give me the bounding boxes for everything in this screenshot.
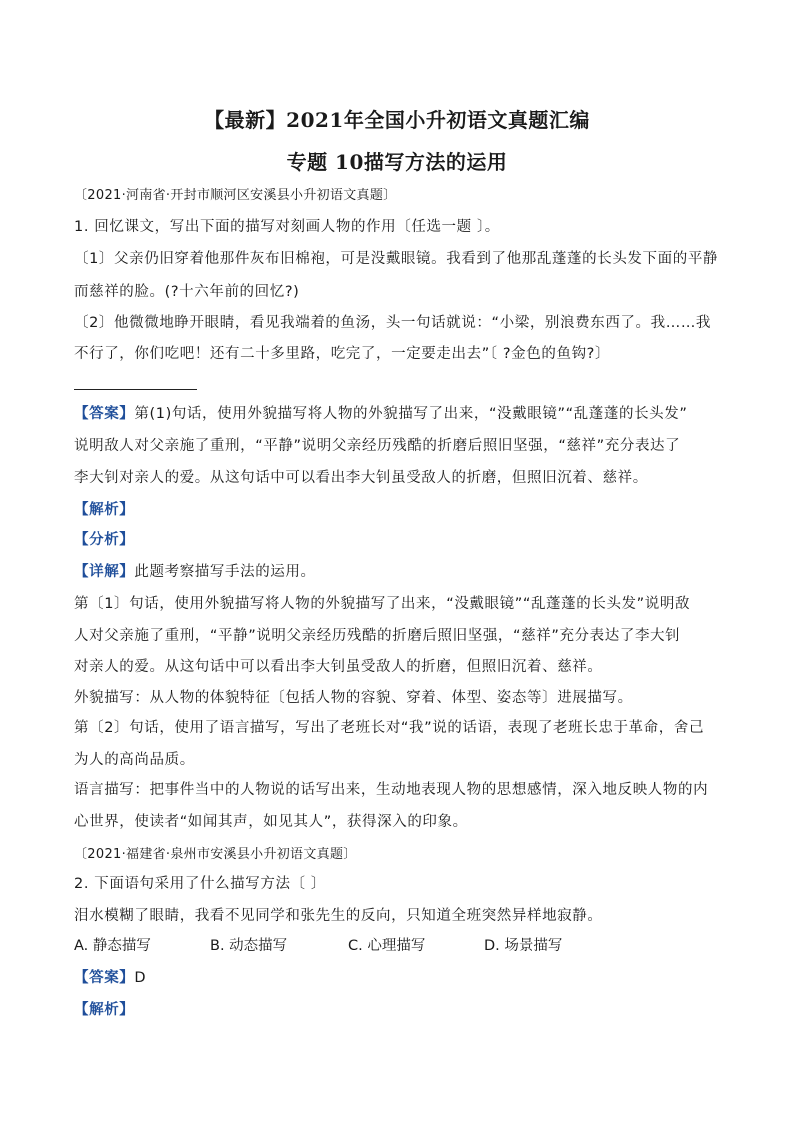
answer-tag: 【答案】	[74, 970, 135, 986]
q2-sentence: 泪水模糊了眼睛，我看不见同学和张先生的反向，只知道全班突然异样地寂静。	[74, 908, 603, 924]
q1-source: 〔2021·河南省·开封市顺河区安溪县小升初语文真题〕	[74, 188, 397, 203]
footnote-divider	[74, 389, 197, 390]
q1-item1-line1: 〔1〕父亲仍旧穿着他那件灰布旧棉袍，可是没戴眼镜。我看到了他那乱蓬蓬的长头发下面的平静	[74, 251, 719, 267]
q1-item2-line1: 〔2〕他微微地睁开眼睛，看见我端着的鱼汤，头一句话就说：“小梁，别浪费东西了。我……我	[74, 315, 712, 331]
q1-detail2: 外貌描写：从人物的体貌特征〔包括人物的容貌、穿着、体型、姿态等〕进展描写。	[74, 690, 633, 706]
document-title: 【最新】2021年全国小升初语文真题汇编	[204, 108, 590, 132]
q1-item2-line2: 不行了，你们吃吧！还有二十多里路，吃完了，一定要走出去”〔 ?金色的鱼钩?〕	[74, 346, 611, 362]
q1-detail3-line2: 为人的高尚品质。	[74, 752, 195, 768]
q2-option-d: D. 场景描写	[484, 938, 563, 954]
document-subtitle: 专题 10描写方法的运用	[286, 150, 508, 174]
q1-jiexi-tag: 【解析】	[74, 502, 135, 518]
answer-tag: 【答案】	[74, 406, 135, 422]
q1-detail1-line1: 第〔1〕句话，使用外貌描写将人物的外貌描写了出来，“没戴眼镜”“乱蓬蓬的长头发”说明敌	[74, 596, 691, 612]
q2-option-c: C. 心理描写	[348, 938, 426, 954]
q2-jiexi-tag: 【解析】	[74, 1002, 135, 1018]
xiangjie-tag: 【详解】	[74, 564, 135, 580]
q1-detail4-line1: 语言描写：把事件当中的人物说的话写出来，生动地表现人物的思想感情，深入地反映人物的内	[74, 782, 709, 798]
q2-option-b: B. 动态描写	[210, 938, 288, 954]
q1-fenxi-tag: 【分析】	[74, 532, 135, 548]
q1-detail4-line2: 心世界，使读者“如闻其声，如见其人”，获得深入的印象。	[74, 814, 468, 830]
q1-detail1-line3: 对亲人的爱。从这句话中可以看出李大钊虽受敌人的折磨，但照旧沉着、慈祥。	[74, 659, 603, 675]
q1-answer-line3: 李大钊对亲人的爱。从这句话中可以看出李大钊虽受敌人的折磨，但照旧沉着、慈祥。	[74, 470, 648, 486]
q1-detail3-line1: 第〔2〕句话，使用了语言描写，写出了老班长对“我”说的话语，表现了老班长忠于革命，舍己	[74, 720, 705, 736]
q2-answer: 【答案】D	[74, 970, 147, 986]
q1-xiangjie: 【详解】此题考察描写手法的运用。	[74, 564, 316, 580]
q1-stem: 1. 回忆课文，写出下面的描写对刻画人物的作用〔任选一题 〕。	[74, 219, 500, 235]
q1-item1-line2: 而慈祥的脸。(?十六年前的回忆?)	[74, 284, 300, 300]
q2-stem: 2. 下面语句采用了什么描写方法〔 〕	[74, 876, 326, 892]
q1-detail1-line2: 人对父亲施了重刑，“平静”说明父亲经历残酷的折磨后照旧坚强，“慈祥”充分表达了李大钊	[74, 628, 681, 644]
q2-option-a: A. 静态描写	[74, 938, 151, 954]
q1-answer-line1: 【答案】第(1)句话，使用外貌描写将人物的外貌描写了出来，“没戴眼镜”“乱蓬蓬的长头发”	[74, 406, 688, 422]
q1-answer-line2: 说明敌人对父亲施了重刑，“平静”说明父亲经历残酷的折磨后照旧坚强，“慈祥”充分表达了	[74, 438, 681, 454]
q2-source: 〔2021·福建省·泉州市安溪县小升初语文真题〕	[74, 847, 357, 862]
